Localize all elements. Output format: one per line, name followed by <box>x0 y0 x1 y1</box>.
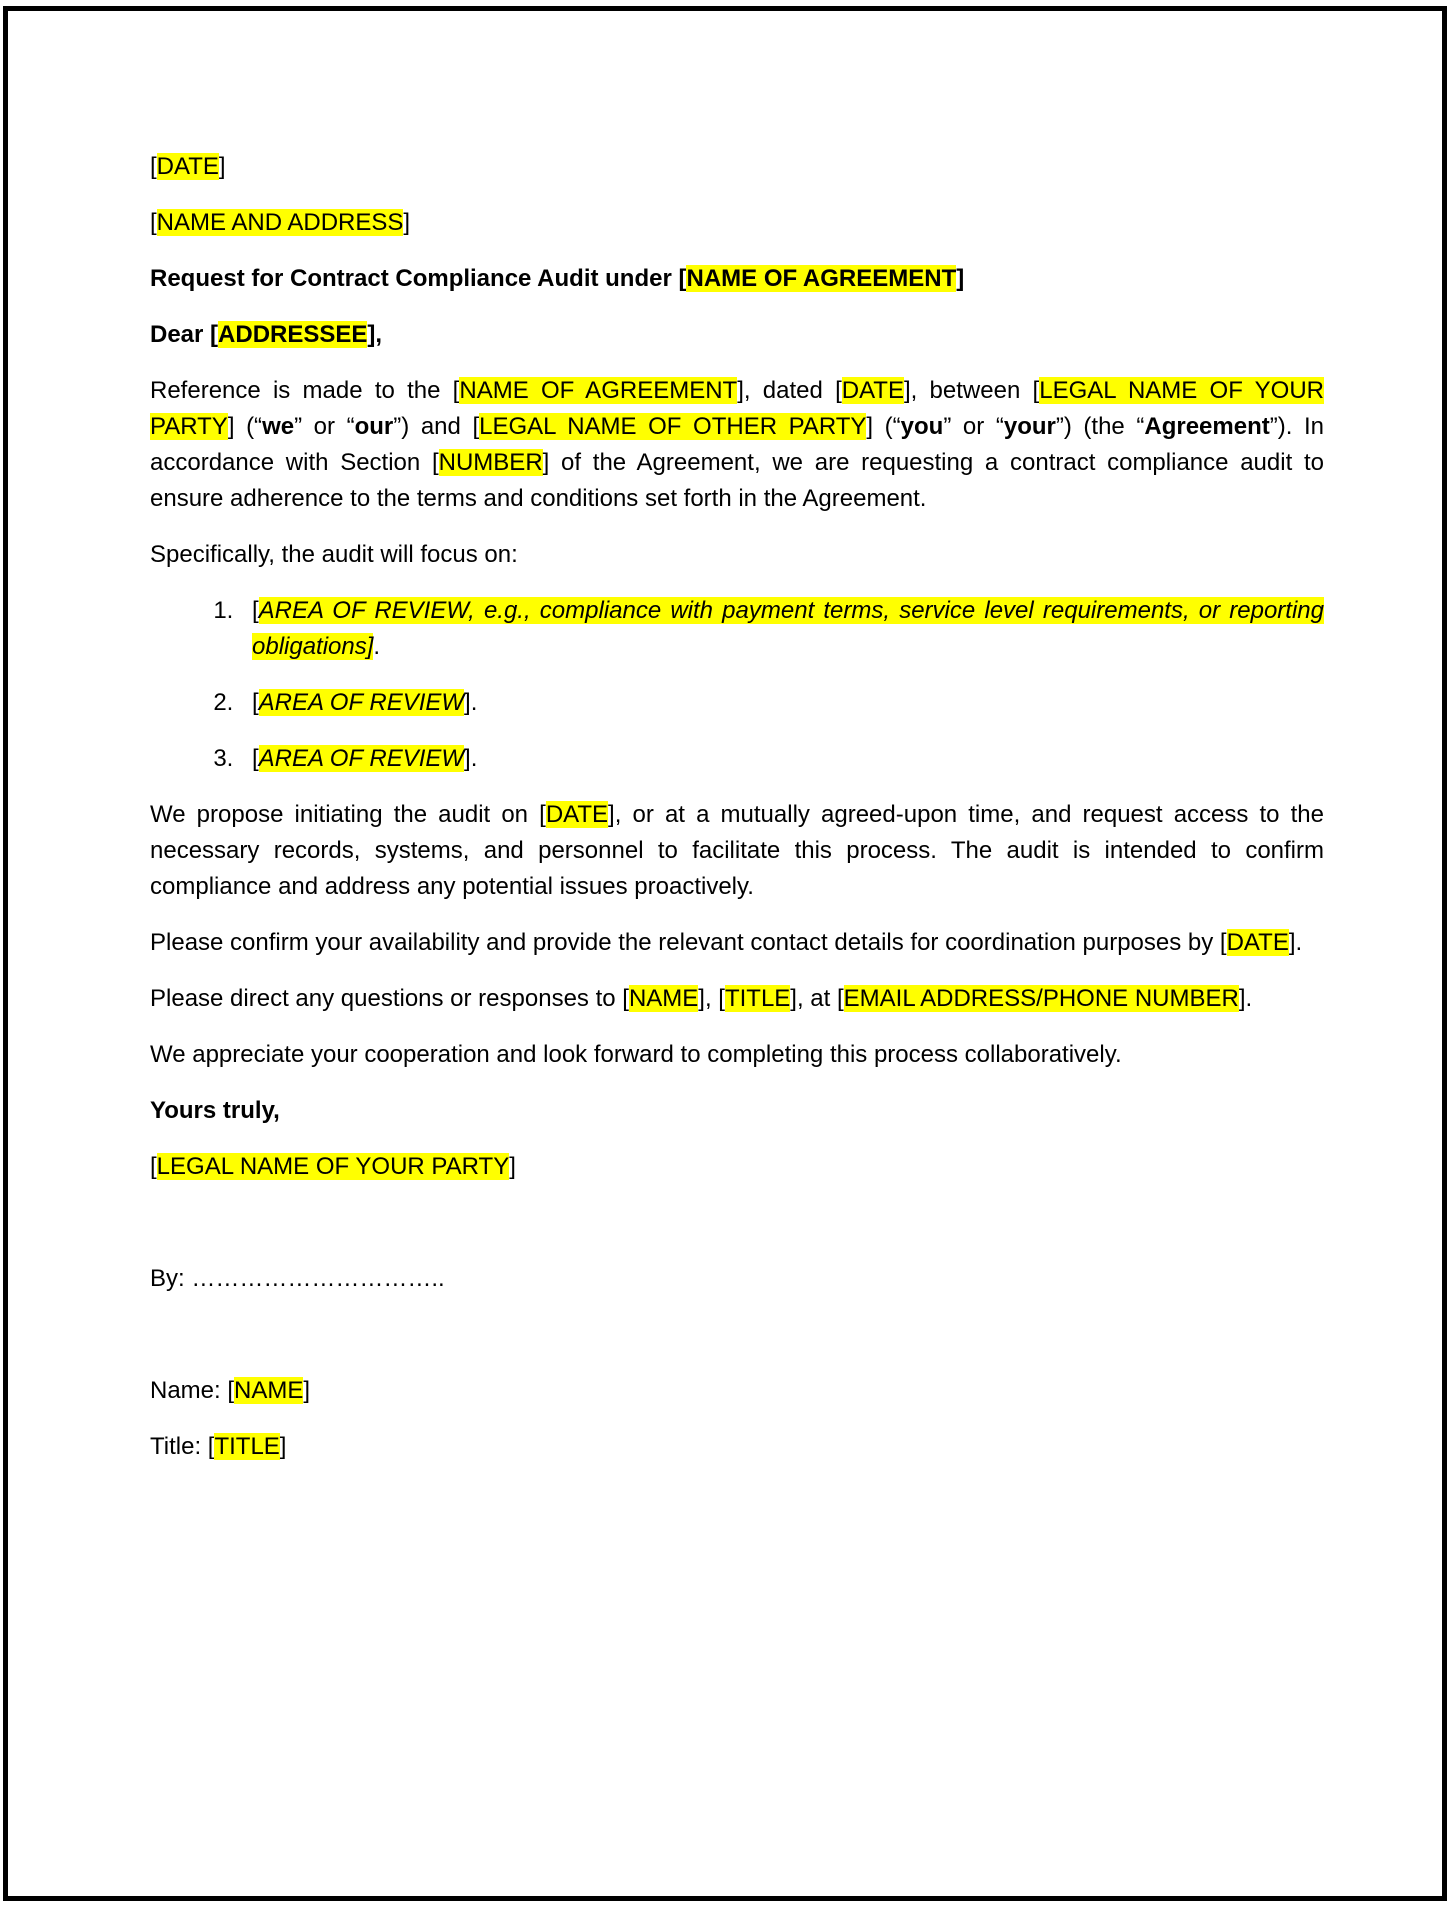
direct-text: ], [ <box>698 985 725 1012</box>
salutation-prefix: Dear [ <box>150 321 219 348</box>
name-address-placeholder: NAME AND ADDRESS <box>156 209 404 236</box>
signer-name-label: Name: [ <box>150 1377 235 1404</box>
area-of-review-placeholder: AREA OF REVIEW <box>258 745 465 772</box>
salutation <box>150 317 1324 353</box>
ref-defined-term: our <box>354 413 394 440</box>
ref-text: ”) (the “ <box>1055 413 1145 440</box>
date-line: [DATE] <box>150 153 226 180</box>
signer-title-placeholder: TITLE <box>214 1433 280 1460</box>
direct-text: Please direct any questions or responses to [ <box>150 985 629 1012</box>
addressee-placeholder: ADDRESSEE <box>218 321 368 348</box>
focus-intro: Specifically, the audit will focus on: <box>150 541 518 568</box>
confirm-text: Please confirm your availability and provide the relevant contact details for coordination purposes by [ <box>150 929 1227 956</box>
ref-text: Reference is made to the [ <box>150 377 460 404</box>
ref-text: ” or “ <box>943 413 1004 440</box>
list-item: 3. [AREA OF REVIEW]. <box>240 741 1324 777</box>
subject-line <box>150 261 1324 297</box>
ref-text: ” or “ <box>294 413 355 440</box>
salutation-suffix: ], <box>367 321 383 348</box>
direct-text: ], at [ <box>790 985 844 1012</box>
letter-body <box>150 149 1324 1485</box>
signature-by-line: By: ………………………….. <box>150 1265 445 1292</box>
audit-date-placeholder: DATE <box>545 801 609 828</box>
appreciation-paragraph: We appreciate your cooperation and look forward to completing this process collaboratively. <box>150 1041 1122 1068</box>
subject-agreement-placeholder: NAME OF AGREEMENT <box>686 265 957 292</box>
contact-title-placeholder: TITLE <box>724 985 791 1012</box>
spacer <box>150 1205 1324 1261</box>
ref-defined-term: your <box>1003 413 1056 440</box>
focus-list <box>150 593 1324 777</box>
signer-name-placeholder: NAME <box>234 1377 304 1404</box>
ref-text: ] (“ <box>227 413 263 440</box>
signer-title-label: Title: [ <box>150 1433 215 1460</box>
agreement-date-placeholder: DATE <box>841 377 904 404</box>
name-address-line: [NAME AND ADDRESS] <box>150 209 411 236</box>
list-item: 2. [AREA OF REVIEW]. <box>240 685 1324 721</box>
ref-defined-term: we <box>262 413 295 440</box>
area-of-review-placeholder: AREA OF REVIEW, e.g., compliance with payment terms, service level requirements, or reporting obligations] <box>252 597 1324 660</box>
section-number-placeholder: NUMBER <box>438 449 543 476</box>
reference-paragraph <box>150 373 1324 517</box>
spacer <box>150 1317 1324 1373</box>
date-placeholder: DATE <box>156 153 219 180</box>
confirm-date-placeholder: DATE <box>1226 929 1289 956</box>
confirm-text: ]. <box>1288 929 1303 956</box>
ref-text: ], between [ <box>903 377 1040 404</box>
subject-suffix: ] <box>956 265 965 292</box>
ref-text: ”). In accordance with Section [ <box>150 413 1325 476</box>
ref-defined-term: you <box>900 413 944 440</box>
list-item: 1. [AREA OF REVIEW, e.g., compliance with payment terms, service level requirements, or reporting obligations]. <box>240 593 1324 665</box>
confirm-paragraph <box>150 925 1324 961</box>
other-party-placeholder: LEGAL NAME OF OTHER PARTY <box>479 413 867 440</box>
ref-defined-term: Agreement <box>1144 413 1270 440</box>
closing: Yours truly, <box>150 1097 280 1124</box>
signer-party-line: [LEGAL NAME OF YOUR PARTY] <box>150 1153 516 1180</box>
ref-text: ] (“ <box>866 413 901 440</box>
signer-party-placeholder: LEGAL NAME OF YOUR PARTY <box>156 1153 510 1180</box>
contact-email-phone-placeholder: EMAIL ADDRESS/PHONE NUMBER <box>843 985 1239 1012</box>
ref-text: ”) and [ <box>393 413 480 440</box>
propose-paragraph <box>150 797 1324 905</box>
subject-prefix: Request for Contract Compliance Audit under [ <box>150 265 687 292</box>
document-page <box>3 6 1447 1901</box>
signer-title-line: Title: [TITLE] <box>150 1433 287 1460</box>
propose-text: We propose initiating the audit on [ <box>150 801 546 828</box>
propose-text: ], or at a mutually agreed-upon time, and request access to the necessary records, systems, and personnel to facilitate this process. The audit is intended to confirm compliance and address any potential issues proactively. <box>150 801 1324 900</box>
your-party-placeholder: LEGAL NAME OF YOUR PARTY <box>150 377 1325 440</box>
direct-paragraph <box>150 981 1324 1017</box>
agreement-name-placeholder: NAME OF AGREEMENT <box>459 377 738 404</box>
direct-text: ]. <box>1238 985 1253 1012</box>
ref-text: ], dated [ <box>737 377 842 404</box>
ref-text: ] of the Agreement, we are requesting a contract compliance audit to ensure adherence to the terms and conditions set forth in the Agreement. <box>150 449 1324 512</box>
signer-name-line: Name: [NAME] <box>150 1377 311 1404</box>
area-of-review-placeholder: AREA OF REVIEW <box>258 689 465 716</box>
contact-name-placeholder: NAME <box>628 985 699 1012</box>
